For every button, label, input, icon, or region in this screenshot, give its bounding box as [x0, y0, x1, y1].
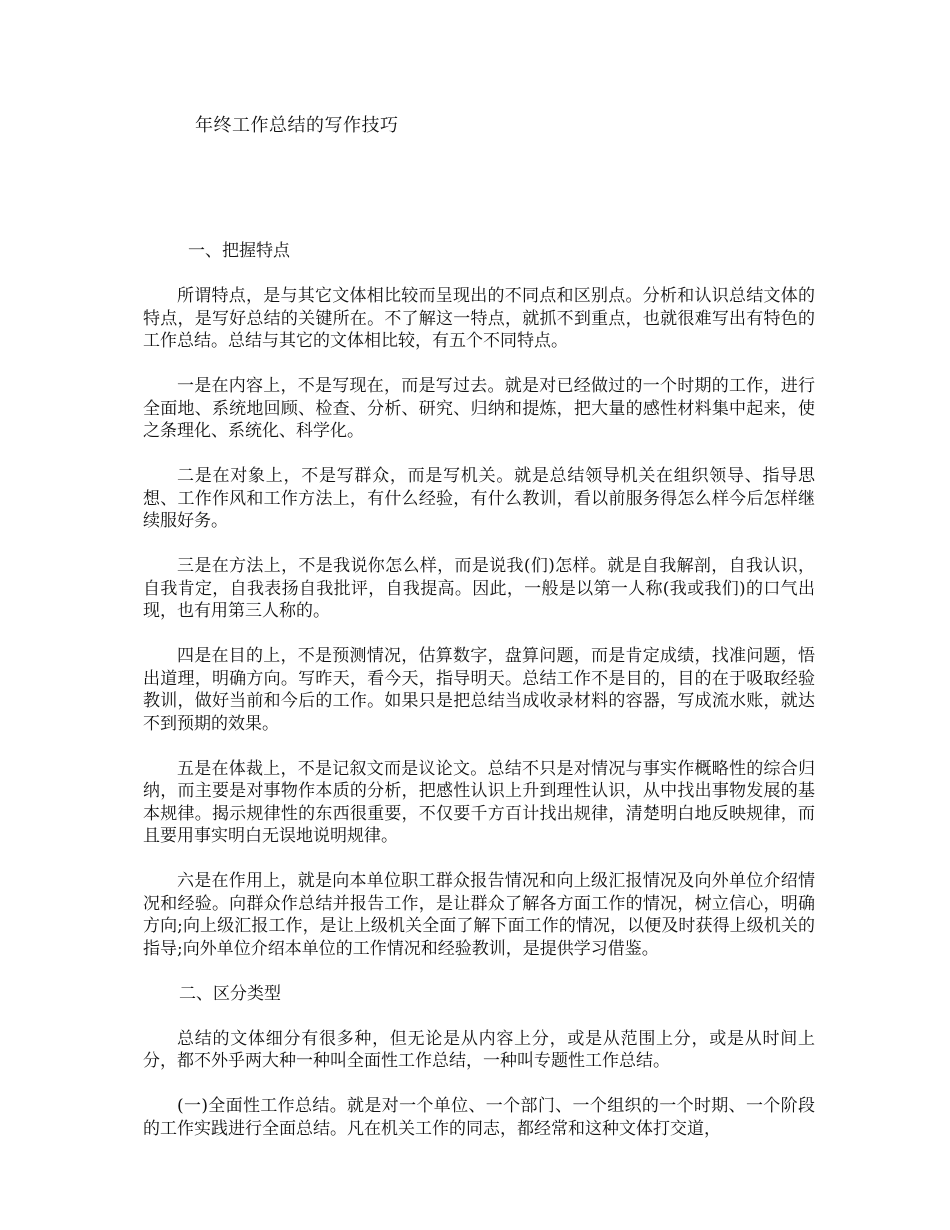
feature-paragraph-2: 二是在对象上，不是写群众，而是写机关。就是总结领导机关在组织领导、指导思想、工作作风和工作方法上，有什么经验，有什么教训，看以前服务得怎么样今后怎样继续服好务。: [143, 466, 815, 531]
paragraph-gap: [143, 848, 815, 871]
paragraph-gap: [143, 735, 815, 758]
feature-paragraph-4: 四是在目的上，不是预测情况，估算数字，盘算问题，而是肯定成绩，找准问题，悟出道理，明确方向。写昨天，看今天，指导明天。总结工作不是目的，目的在于吸取经验教训，做好当前和今后的工作。如果只是把总结当成收录材料的容器，写成流水账，就达不到预期的效果。: [143, 646, 815, 734]
document-body: [143, 240, 815, 1140]
feature-paragraph-5: 五是在体裁上，不是记叙文而是议论文。总结不只是对情况与事实作概略性的综合归纳，而主要是对事物作本质的分析，把感性认识上升到理性认识，从中找出事物发展的基本规律。揭示规律性的东西很重要，不仅要千方百计找出规律，清楚明白地反映规律，而且要用事实明白无误地说明规律。: [143, 758, 815, 846]
section-heading-2: 二、区分类型: [179, 983, 281, 1004]
feature-paragraph-1: 一是在内容上，不是写现在，而是写过去。就是对已经做过的一个时期的工作，进行全面地、系统地回顾、检查、分析、研究、归纳和提炼，把大量的感性材料集中起来，使之条理化、系统化、科学化。: [143, 376, 815, 441]
document-title: 年终工作总结的写作技巧: [195, 115, 399, 136]
paragraph-gap: [143, 443, 815, 466]
feature-paragraph-3: 三是在方法上，不是我说你怎么样，而是说我(们)怎样。就是自我解剖，自我认识，自我肯定，自我表扬自我批评，自我提高。因此，一般是以第一人称(我或我们)的口气出现，也有用第三人称的。: [143, 556, 815, 621]
section1-intro-paragraph: 所谓特点，是与其它文体相比较而呈现出的不同点和区别点。分析和认识总结文体的特点，是写好总结的关键所在。不了解这一特点，就抓不到重点，也就很难写出有特色的工作总结。总结与其它的文体相比较，有五个不同特点。: [143, 286, 815, 351]
section2-intro-paragraph: 总结的文体细分有很多种，但无论是从内容上分，或是从范围上分，或是从时间上分，都不外乎两大种一种叫全面性工作总结，一种叫专题性工作总结。: [143, 1028, 815, 1071]
paragraph-gap: [143, 1073, 815, 1096]
paragraph-gap: [143, 960, 815, 983]
section-heading-1: 一、把握特点: [188, 241, 290, 261]
paragraph-gap: [143, 623, 815, 646]
feature-paragraph-6: 六是在作用上，就是向本单位职工群众报告情况和向上级汇报情况及向外单位介绍情况和经验。向群众作总结并报告工作，是让群众了解各方面工作的情况，树立信心，明确方向;向上级汇报工作，是让上级机关全面了解下面工作的情况，以便及时获得上级机关的指导;向外单位介绍本单位的工作情况和经验教训，是提供学习借鉴。: [143, 871, 815, 959]
paragraph-gap: [143, 263, 815, 286]
paragraph-gap: [143, 1005, 815, 1028]
section2-item1-paragraph: (一)全面性工作总结。就是对一个单位、一个部门、一个组织的一个时期、一个阶段的工作实践进行全面总结。凡在机关工作的同志，都经常和这种文体打交道，: [143, 1096, 815, 1139]
paragraph-gap: [143, 353, 815, 376]
paragraph-gap: [143, 533, 815, 556]
